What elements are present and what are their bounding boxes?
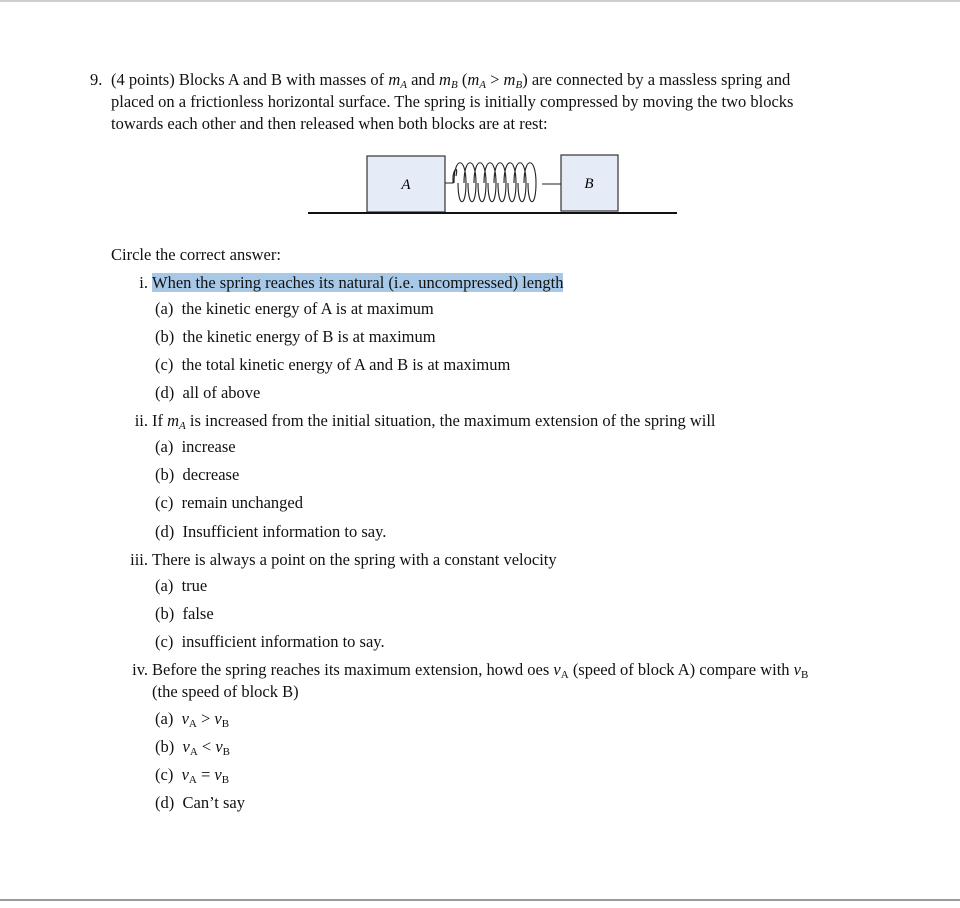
option[interactable]: (d) Insufficient information to say. [155, 522, 387, 541]
part-ii-text: If $m_A$ is increased from the initial situation, the maximum extension of the spring will [152, 411, 716, 432]
option[interactable]: (a) $v_A > v_B$ [155, 709, 230, 730]
part-iv-text-line-1: Before the spring reaches its maximum extension, howd oes $v_A$ (speed of block A) compare with $v_B$ [152, 660, 809, 681]
highlighted-text: When the spring reaches its natural (i.e. uncompressed) length [152, 273, 564, 292]
option[interactable]: (a) true [155, 576, 208, 595]
part-number: ii. [134, 411, 148, 430]
option[interactable]: (c) $v_A = v_B$ [155, 765, 230, 786]
block-a-label: A [401, 177, 411, 193]
bottom-border [0, 899, 960, 901]
part-number: iii. [130, 550, 148, 569]
option[interactable]: (b) $v_A < v_B$ [155, 737, 231, 758]
question-line-1: (4 points) Blocks A and B with masses of $m_A$ and $m_B$ $(m_A > m_B)$ are connected by a massless spring and [111, 70, 791, 91]
instruction: Circle the correct answer: [111, 245, 281, 264]
option[interactable]: (a) the kinetic energy of A is at maximum [155, 299, 434, 318]
part-i-text [152, 272, 563, 294]
part-iii-text: There is always a point on the spring with a constant velocity [152, 550, 557, 569]
spring [445, 163, 561, 202]
option[interactable]: (c) the total kinetic energy of A and B is at maximum [155, 355, 511, 374]
option[interactable]: (b) decrease [155, 465, 240, 484]
question-line-3: towards each other and then released when both blocks are at rest: [111, 114, 548, 133]
option[interactable]: (d) all of above [155, 383, 261, 402]
option[interactable]: (d) Can’t say [155, 793, 245, 812]
option[interactable]: (b) false [155, 604, 214, 623]
question-line-2: placed on a frictionless horizontal surface. The spring is initially compressed by moving the two blocks [111, 92, 794, 111]
question-number: 9. [90, 70, 103, 89]
option[interactable]: (c) insufficient information to say. [155, 632, 385, 651]
part-number: i. [139, 273, 148, 292]
block-b-label: B [584, 176, 594, 192]
top-border [0, 0, 960, 2]
option[interactable]: (a) increase [155, 437, 236, 456]
part-number: iv. [132, 660, 148, 679]
option[interactable]: (c) remain unchanged [155, 493, 303, 512]
spring-block-diagram [300, 140, 690, 230]
option[interactable]: (b) the kinetic energy of B is at maximum [155, 327, 436, 346]
part-iv-text-line-2: (the speed of block B) [152, 682, 299, 701]
